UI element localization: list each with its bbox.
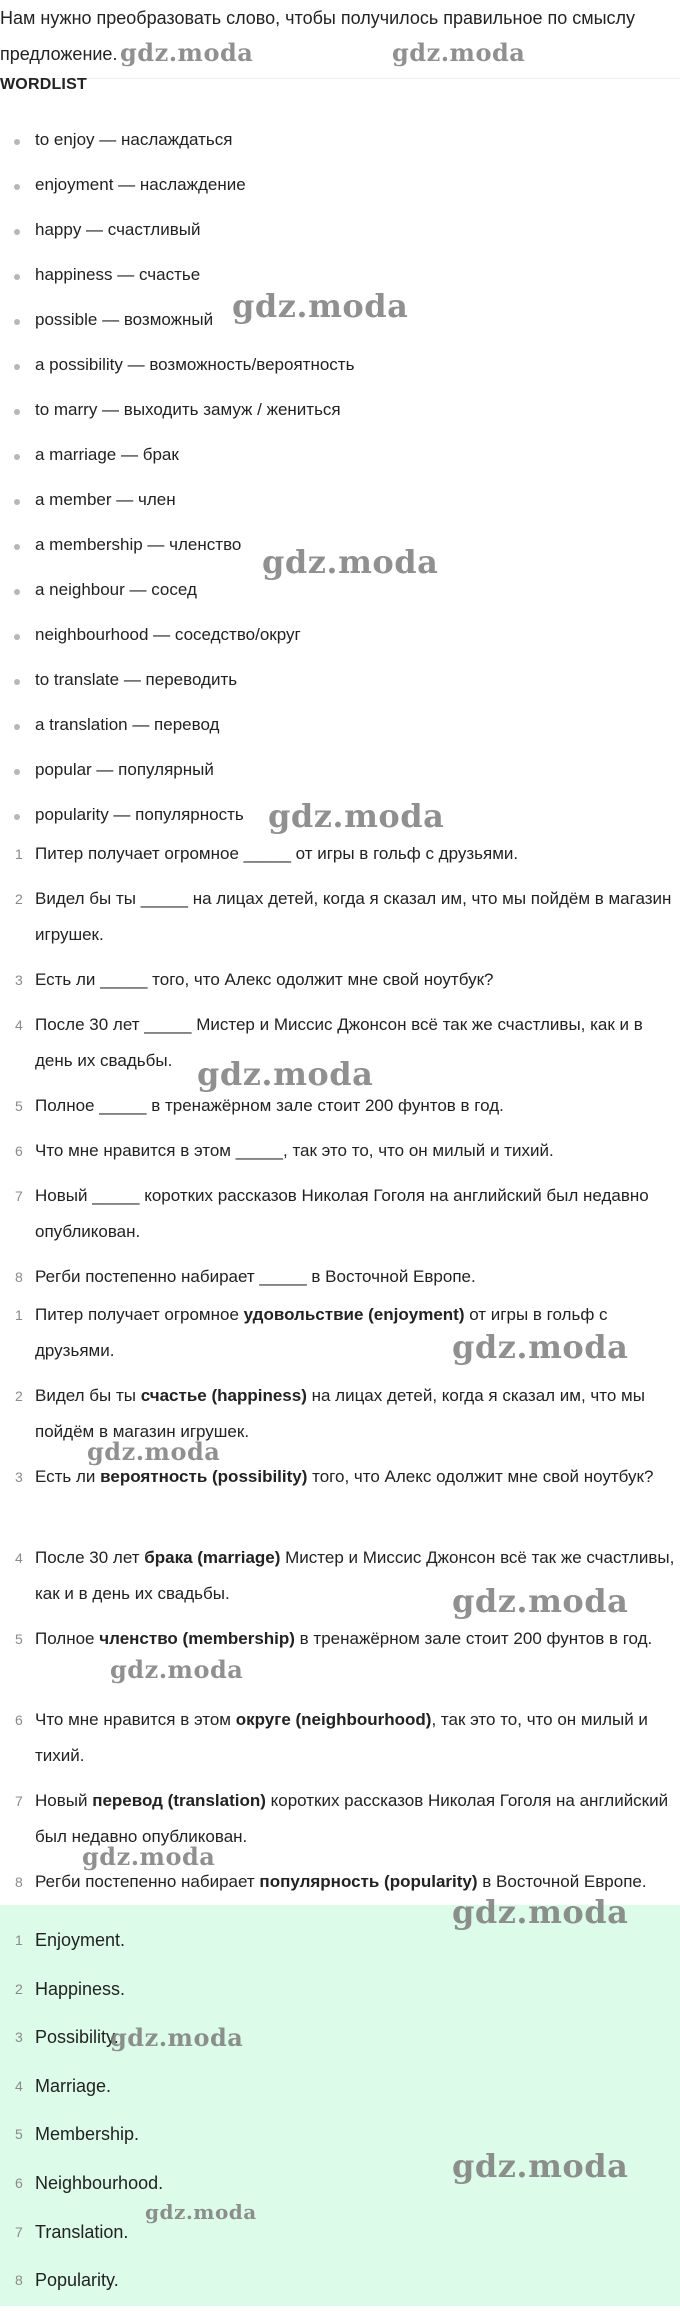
wordlist-item: happiness — счастье	[0, 258, 680, 303]
watermark: gdz.moda	[452, 2147, 629, 2185]
answer-highlight: удовольствие (enjoyment)	[243, 1305, 465, 1324]
wordlist-item: a membership — членство	[0, 528, 680, 573]
watermark: gdz.moda	[452, 1328, 629, 1366]
bullet-icon	[14, 589, 20, 595]
bullet-icon	[14, 409, 20, 415]
answer-item: 3 Possibility.	[15, 2027, 119, 2048]
answer-highlight: счастье (happiness)	[140, 1386, 307, 1405]
wordlist-item: popular — популярный	[0, 753, 680, 798]
wordlist	[0, 123, 680, 843]
bullet-icon	[14, 544, 20, 550]
answer-highlight: брака (marriage)	[144, 1548, 281, 1567]
watermark: gdz.moda	[120, 38, 254, 67]
watermark: gdz.moda	[145, 2200, 257, 2224]
wordlist-item: a member — член	[0, 483, 680, 528]
question-item: 1 Питер получает огромное _____ от игры в гольф с друзьями.	[15, 844, 519, 863]
bullet-icon	[14, 769, 20, 775]
answer-item: 6 Neighbourhood.	[15, 2172, 164, 2193]
wordlist-title: WORDLIST	[0, 76, 87, 93]
bullet-icon	[14, 724, 20, 730]
question-item: 5 Полное _____ в тренажёрном зале стоит 200 фунтов в год.	[15, 1096, 504, 1115]
intro-text: Нам нужно преобразовать слово, чтобы получилось правильное по смыслу предложение.	[0, 8, 636, 64]
wordlist-item: a translation — перевод	[0, 708, 680, 753]
bullet-icon	[14, 814, 20, 820]
answer-highlight: вероятность (possibility)	[100, 1467, 308, 1486]
watermark: gdz.moda	[82, 1842, 216, 1871]
bullet-icon	[14, 499, 20, 505]
wordlist-item: neighbourhood — соседство/округ	[0, 618, 680, 663]
question-item: 6 Что мне нравится в этом _____, так это то, что он милый и тихий.	[15, 1141, 554, 1160]
translated-sentence: 6 Что мне нравится в этом округе (neighbourhood), так это то, что он милый и тихий.	[15, 1710, 648, 1765]
bullet-icon	[14, 454, 20, 460]
answer-item: 7 Translation.	[15, 2221, 129, 2242]
watermark: gdz.moda	[110, 2023, 244, 2052]
bullet-icon	[14, 634, 20, 640]
translated-sentence: 3 Есть ли вероятность (possibility) того, что Алекс одолжит мне свой ноутбук?	[15, 1467, 654, 1486]
translated-sentence: 2 Видел бы ты счастье (happiness) на лицах детей, когда я сказал им, что мы пойдём в магазин игрушек.	[15, 1386, 645, 1441]
answer-highlight: округе (neighbourhood)	[235, 1710, 432, 1729]
question-item: 8 Регби постепенно набирает _____ в Восточной Европе.	[15, 1267, 476, 1286]
translated-sentence: 1 Питер получает огромное удовольствие (enjoyment) от игры в гольф с друзьями.	[15, 1305, 608, 1360]
question-item: 3 Есть ли _____ того, что Алекс одолжит мне свой ноутбук?	[15, 970, 494, 989]
watermark: gdz.moda	[392, 38, 526, 67]
bullet-icon	[14, 319, 20, 325]
question-item: 7 Новый _____ коротких рассказов Николая Гоголя на английский был недавно опубликован.	[15, 1186, 649, 1241]
watermark: gdz.moda	[197, 1055, 374, 1093]
wordlist-item: enjoyment — наслаждение	[0, 168, 680, 213]
answer-item: 5 Membership.	[15, 2124, 140, 2145]
bullet-icon	[14, 364, 20, 370]
bullet-icon	[14, 229, 20, 235]
answer-highlight: перевод (translation)	[92, 1791, 266, 1810]
translated-sentence: 4 После 30 лет брака (marriage) Мистер и Миссис Джонсон всё так же счастливы, как и в день их свадьбы.	[15, 1548, 675, 1603]
wordlist-item: a neighbour — сосед	[0, 573, 680, 618]
wordlist-item: a possibility — возможность/вероятность	[0, 348, 680, 393]
answer-item: 8 Popularity.	[15, 2270, 119, 2291]
answer-highlight: популярность (popularity)	[259, 1872, 478, 1891]
answer-highlight: членство (membership)	[99, 1629, 295, 1648]
wordlist-item: popularity — популярность	[0, 798, 680, 843]
wordlist-item: to translate — переводить	[0, 663, 680, 708]
bullet-icon	[14, 679, 20, 685]
watermark: gdz.moda	[110, 1655, 244, 1684]
watermark: gdz.moda	[232, 287, 409, 325]
wordlist-item: to enjoy — наслаждаться	[0, 123, 680, 168]
bullet-icon	[14, 184, 20, 190]
wordlist-item: to marry — выходить замуж / жениться	[0, 393, 680, 438]
translated-sentence: 5 Полное членство (membership) в тренажёрном зале стоит 200 фунтов в год.	[15, 1629, 653, 1648]
watermark: gdz.moda	[262, 543, 439, 581]
watermark: gdz.moda	[87, 1437, 221, 1466]
translated-sentence: 8 Регби постепенно набирает популярность (popularity) в Восточной Европе.	[15, 1872, 647, 1891]
wordlist-item: a marriage — брак	[0, 438, 680, 483]
bullet-icon	[14, 139, 20, 145]
bullet-icon	[14, 274, 20, 280]
divider	[0, 78, 680, 79]
translated-sentence: 7 Новый перевод (translation) коротких рассказов Николая Гоголя на английский был недавно опубликован.	[15, 1791, 669, 1846]
watermark: gdz.moda	[452, 1893, 629, 1931]
answer-item: 4 Marriage.	[15, 2075, 112, 2096]
wordlist-item: happy — счастливый	[0, 213, 680, 258]
question-item: 2 Видел бы ты _____ на лицах детей, когда я сказал им, что мы пойдём в магазин игрушек.	[15, 889, 672, 944]
watermark: gdz.moda	[268, 797, 445, 835]
answer-item: 1 Enjoyment.	[15, 1930, 126, 1950]
question-item: 4 После 30 лет _____ Мистер и Миссис Джонсон всё так же счастливы, как и в день их свадьбы.	[15, 1015, 643, 1070]
answer-list	[0, 1922, 680, 2311]
wordlist-item: possible — возможный	[0, 303, 680, 348]
watermark: gdz.moda	[452, 1582, 629, 1620]
answer-item: 2 Happiness.	[15, 1978, 126, 1999]
